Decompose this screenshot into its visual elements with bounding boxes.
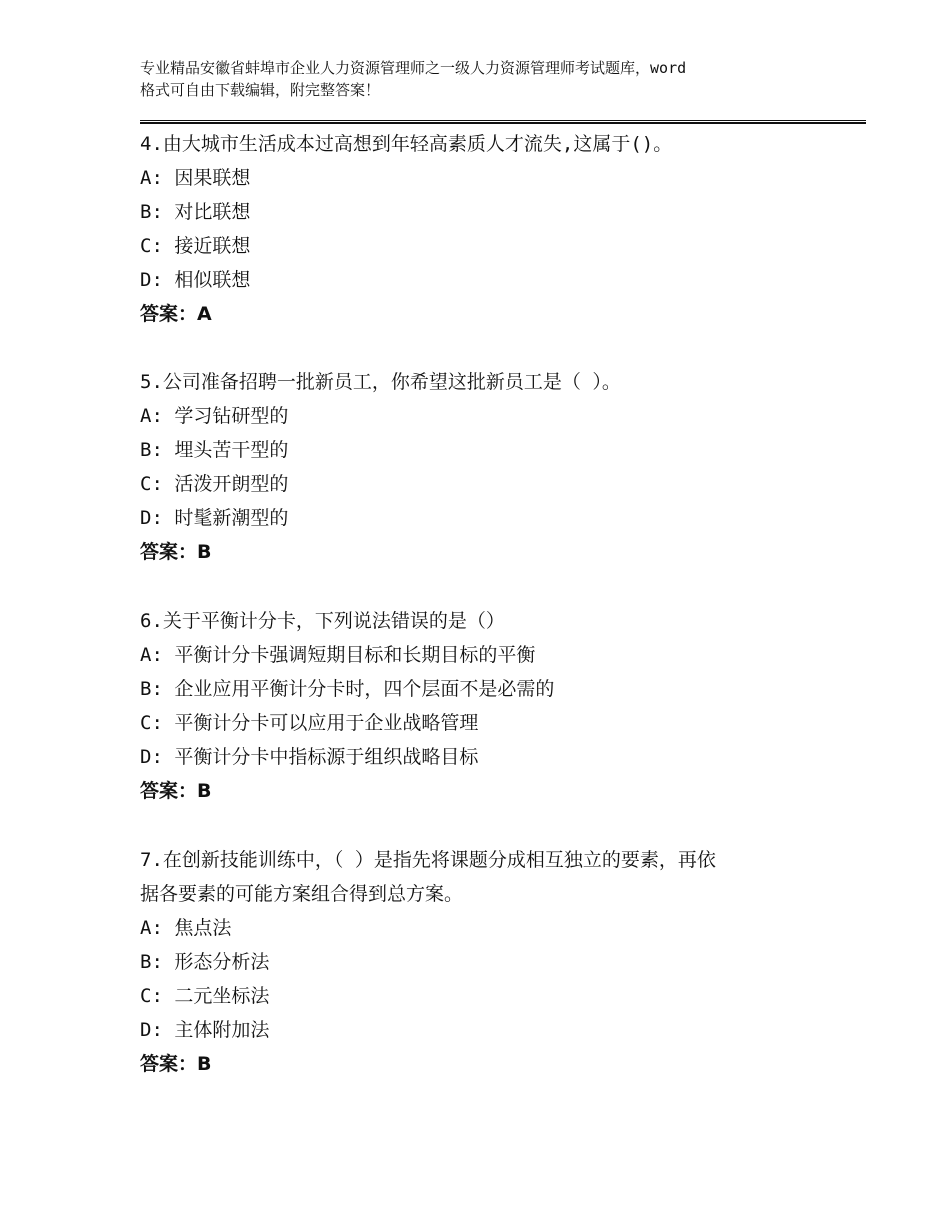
header-line-2: 格式可自由下载编辑，附完整答案！ bbox=[140, 81, 381, 99]
question-stem: 4.由大城市生活成本过高想到年轻高素质人才流失,这属于()。 bbox=[140, 133, 673, 155]
question-7 bbox=[140, 843, 840, 1081]
question-stem: 7.在创新技能训练中，（ ）是指先将课题分成相互独立的要素，再依 bbox=[140, 849, 716, 871]
question-stem-continued: 据各要素的可能方案组合得到总方案。 bbox=[140, 883, 464, 905]
option-d: D: 相似联想 bbox=[140, 269, 251, 291]
option-b: B: 形态分析法 bbox=[140, 951, 270, 973]
option-d: D: 主体附加法 bbox=[140, 1019, 270, 1041]
option-a: A: 焦点法 bbox=[140, 917, 232, 939]
option-c: C: 活泼开朗型的 bbox=[140, 473, 289, 495]
answer-line: 答案：B bbox=[140, 780, 212, 802]
question-4 bbox=[140, 127, 840, 331]
option-b: B: 对比联想 bbox=[140, 201, 251, 223]
option-d: D: 时髦新潮型的 bbox=[140, 507, 289, 529]
option-a: A: 学习钻研型的 bbox=[140, 405, 289, 427]
header-divider bbox=[140, 120, 866, 124]
question-6 bbox=[140, 604, 840, 808]
question-5 bbox=[140, 365, 840, 569]
answer-line: 答案：A bbox=[140, 303, 212, 325]
option-c: C: 接近联想 bbox=[140, 235, 251, 257]
option-d: D: 平衡计分卡中指标源于组织战略目标 bbox=[140, 746, 479, 768]
option-b: B: 埋头苦干型的 bbox=[140, 439, 289, 461]
answer-line: 答案：B bbox=[140, 1053, 212, 1075]
option-c: C: 平衡计分卡可以应用于企业战略管理 bbox=[140, 712, 479, 734]
header-line-1: 专业精品安徽省蚌埠市企业人力资源管理师之一级人力资源管理师考试题库，word bbox=[140, 59, 687, 77]
option-a: A: 平衡计分卡强调短期目标和长期目标的平衡 bbox=[140, 644, 536, 666]
question-stem: 5.公司准备招聘一批新员工，你希望这批新员工是（ ）。 bbox=[140, 371, 621, 393]
option-a: A: 因果联想 bbox=[140, 167, 251, 189]
answer-line: 答案：B bbox=[140, 541, 212, 563]
option-c: C: 二元坐标法 bbox=[140, 985, 270, 1007]
option-b: B: 企业应用平衡计分卡时，四个层面不是必需的 bbox=[140, 678, 555, 700]
document-header bbox=[140, 57, 840, 101]
question-stem: 6.关于平衡计分卡，下列说法错误的是（） bbox=[140, 610, 505, 632]
